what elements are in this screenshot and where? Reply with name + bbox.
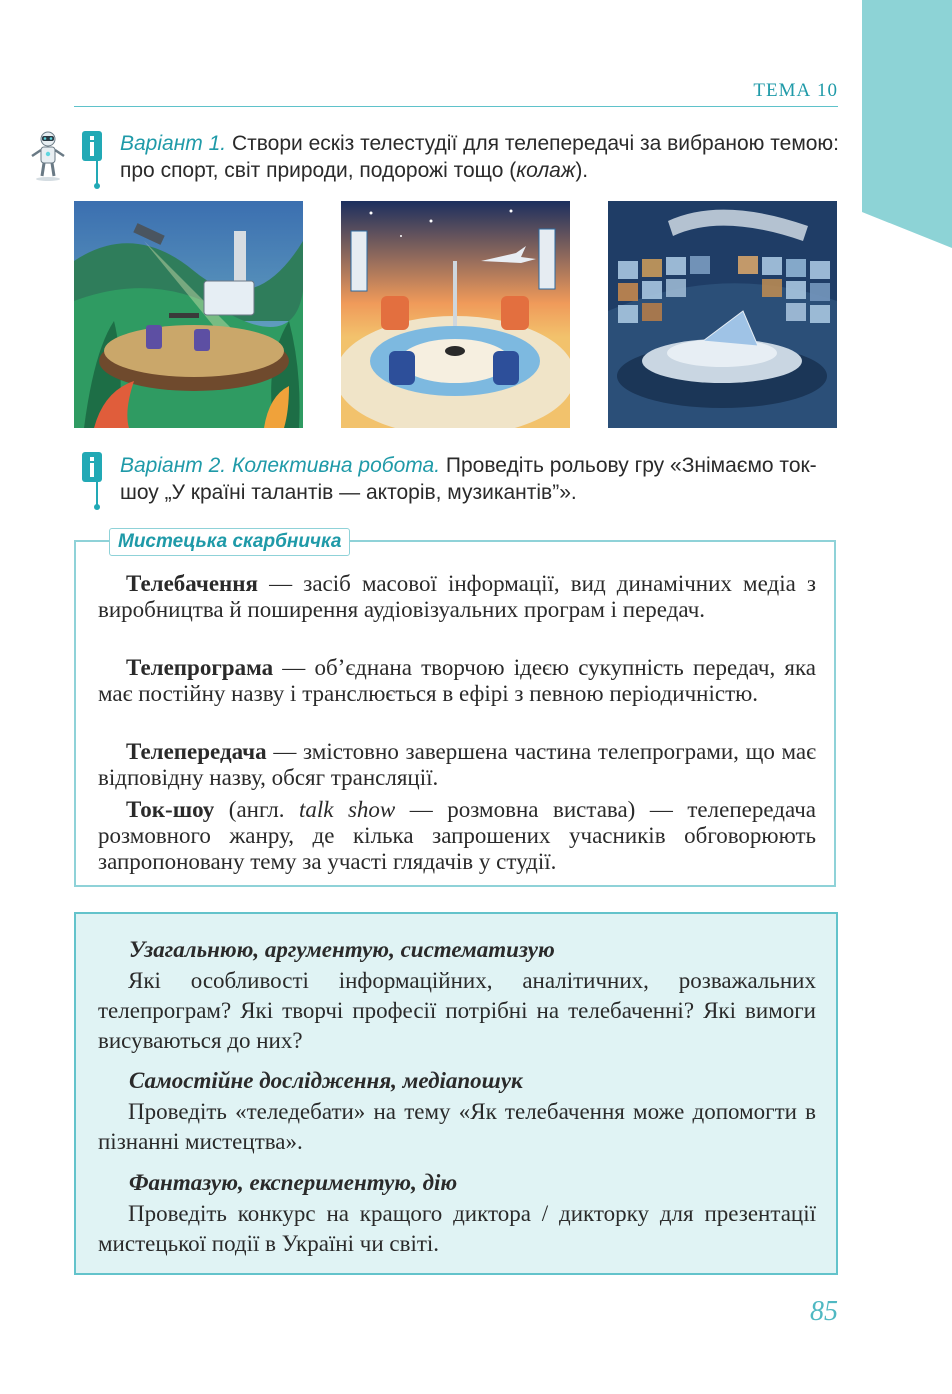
term: Ток-шоу — [126, 797, 215, 822]
header-divider — [74, 106, 838, 107]
definition: — змістовно завершена частина телепрограми, що має відповідну назву, обсяг трансляції. — [98, 739, 816, 790]
task-1-text — [120, 130, 840, 184]
task-marker-icon — [82, 131, 102, 191]
glossary-entry-television — [98, 571, 816, 623]
task-1-body: Створи ескіз телестудії для телепередачі за вибраною темою: про спорт, світ природи, подорожі тощо ( — [120, 132, 840, 182]
section-heading: Самостійне дослідження, медіапошук — [129, 1068, 523, 1093]
robot-icon — [28, 130, 68, 182]
task-1-italic: колаж — [516, 159, 576, 182]
section-text — [98, 966, 816, 1056]
corner-tab — [862, 0, 952, 248]
definition: — засіб масової інформації, вид динамічних медіа з виробництва й поширення аудіовізуальних програм і передач. — [98, 571, 816, 622]
section-text-content: Які особливості інформаційних, аналітичних, розважальних телепрограм? Які творчі професії потрібні на телебаченні? Які вимоги висуваються до них? — [98, 968, 816, 1053]
section-text — [98, 1097, 816, 1157]
screen-wall-studio-image — [608, 201, 837, 428]
jungle-studio-image — [74, 201, 303, 428]
task-2-lead: Варіант 2. Колективна робота. — [120, 454, 441, 477]
topic-label: ТЕМА 10 — [753, 80, 838, 101]
task-1-lead: Варіант 1. — [120, 132, 227, 155]
task-marker-icon — [82, 452, 102, 512]
term: Телебачення — [126, 571, 258, 596]
page-number: 85 — [810, 1296, 838, 1327]
definition: — об’єднана творчою ідеєю сукупність передач, яка має постійну назву і транслюється в ефірі з певною періодичністю. — [98, 655, 816, 706]
glossary-entry-tv-broadcast — [98, 739, 816, 791]
glossary-title: Мистецька скарбничка — [109, 528, 350, 556]
section-text — [98, 1199, 816, 1259]
section-text-content: Проведіть конкурс на кращого диктора / дикторку для презентації мистецької події в Україні чи світі. — [98, 1201, 816, 1256]
section-heading: Фантазую, експериментую, дію — [129, 1170, 458, 1195]
term: Телепередача — [126, 739, 267, 764]
glossary-entry-talk-show — [98, 797, 816, 875]
definition-italic: talk show — [298, 797, 396, 822]
definition: — розмовна вистава) — телепередача розмовного жанру, де кілька запрошених учасників обговорюють запропоновану тему за участі глядачів у студії. — [98, 797, 817, 874]
section-text-content: Проведіть «теледебати» на тему «Як телебачення може допомогти в пізнанні мистецтва». — [98, 1099, 816, 1154]
glossary-entry-tv-program — [98, 655, 816, 707]
term: Телепрограма — [126, 655, 274, 680]
section-heading: Узагальнюю, аргументую, систематизую — [129, 937, 555, 962]
definition-pre: (англ. — [214, 797, 299, 822]
task-2-text — [120, 452, 840, 506]
travel-studio-image — [341, 201, 570, 428]
task-2-body: Проведіть рольову гру «Знімаємо ток-шоу „У країні талантів — акторів, музикантів”». — [120, 454, 817, 504]
task-1-tail: ). — [575, 159, 589, 182]
